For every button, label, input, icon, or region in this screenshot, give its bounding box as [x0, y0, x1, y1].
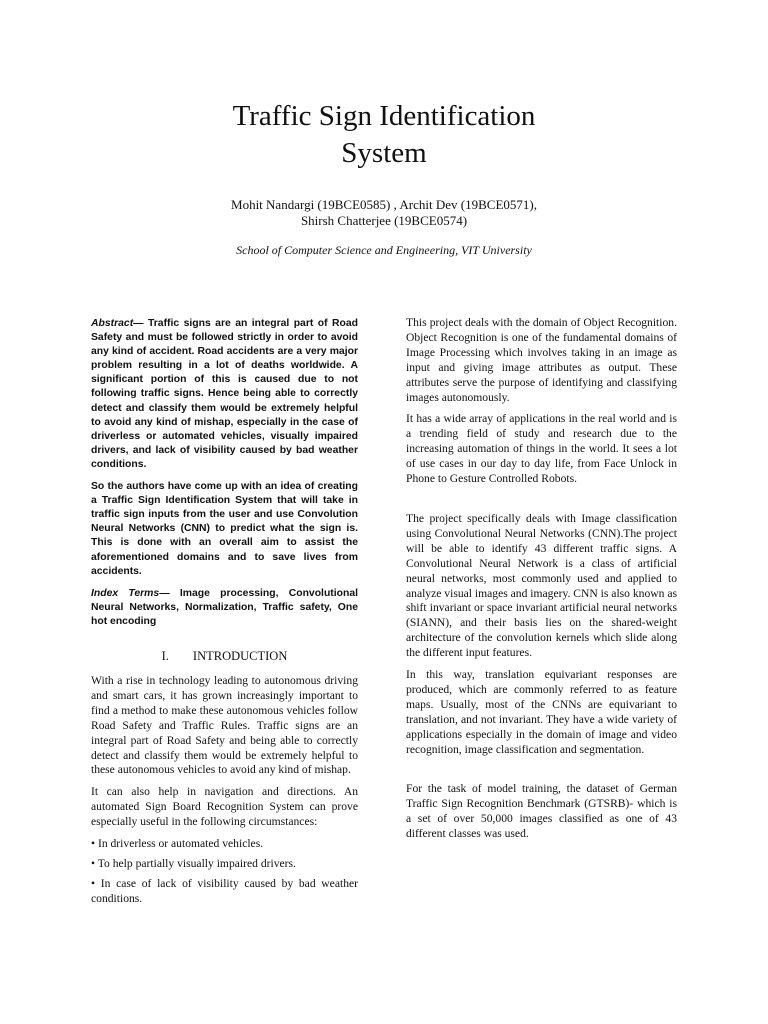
right-column	[406, 316, 677, 849]
section-title: INTRODUCTION	[192, 648, 288, 663]
left-column	[91, 317, 358, 912]
right-paragraph-1: This project deals with the domain of Object Recognition. Object Recognition is one of the fundamental domains of Image Processing which involves taking in an image as input and giving image attributes as output. These attributes serve the purpose of identifying and classifying images autonomously.	[406, 316, 677, 404]
right-paragraph-5: For the task of model training, the dataset of German Traffic Sign Recognition Benchmark (GTSRB)- which is a set of over 50,000 images classified as one of 43 different classes was used.	[406, 782, 677, 841]
abstract-paragraph-2: So the authors have come up with an idea of creating a Traffic Sign Identification System that will take in traffic sign inputs from the user and use Convolution Neural Networks (CNN) to predict what the sign is. This is done with an overall aim to assist the aforementioned domains and to save lives from accidents.	[91, 481, 358, 577]
right-paragraph-4: In this way, translation equivariant responses are produced, which are commonly referred to as feature maps. Usually, most of the CNNs are equivariant to translation, and not invariant. They have a wide variety of applications especially in the domain of image and video recognition, image classification and segmentation.	[406, 668, 677, 756]
affiliation: School of Computer Science and Engineering, VIT University	[236, 243, 532, 257]
abstract-label: Abstract	[91, 318, 134, 329]
author-line: Shirsh Chatterjee (19BCE0574)	[300, 213, 468, 228]
authors	[0, 197, 768, 229]
section-heading	[91, 649, 358, 664]
intro-paragraph-1: With a rise in technology leading to autonomous driving and smart cars, it has grown increasingly important to find a method to make these autonomous vehicles follow Road Safety and Traffic Rules. Traffic signs are an integral part of Road Safety and being able to correctly detect and classify them would be extremely helpful to these autonomous vehicles to avoid any kind of mishap.	[91, 673, 358, 777]
abstract-text: — Traffic signs are an integral part of Road Safety and must be followed strictly in order to avoid any kind of accident. Road accidents are a very major problem resulting in a lot of deaths worldwide. A significant portion of this is caused due to not following traffic signs. Hence being able to correctly detect and classify them would be extremely helpful to avoid any kind of mishap, especially in the case of driverless or automated vehicles, visually impaired drivers, and lack of visibility caused by bad weather conditions.	[91, 318, 358, 470]
spacer	[406, 494, 677, 512]
bullet-item: • In driverless or automated vehicles.	[91, 837, 264, 851]
intro-paragraph-2: It can also help in navigation and directions. An automated Sign Board Recognition System can prove especially useful in the following circumstances:	[91, 785, 358, 829]
index-terms	[91, 587, 358, 629]
spacer	[406, 764, 677, 782]
title-line: System	[341, 137, 427, 169]
abstract	[91, 317, 358, 472]
bullet-item: • In case of lack of visibility caused by bad weather conditions.	[91, 876, 358, 905]
title-line: Traffic Sign Identification	[232, 100, 536, 132]
bullet-item: • To help partially visually impaired drivers.	[91, 856, 296, 870]
right-paragraph-2: It has a wide array of applications in the real world and is a trending field of study and research due to the increasing automation of things in the world. It sees a lot of use cases in our day to day life, from Face Unlock in Phone to Gesture Controlled Robots.	[406, 412, 677, 486]
paper-title	[0, 98, 768, 172]
author-line: Mohit Nandargi (19BCE0585) , Archit Dev (19BCE0571),	[231, 197, 537, 212]
index-terms-label: Index Terms	[91, 587, 160, 599]
right-paragraph-3: The project specifically deals with Image classification using Convolutional Neural Networks (CNN).The project will be able to identify 43 different traffic signs. A Convolutional Neural Network is a class of artificial neural networks, most commonly used and applied to analyze visual images and imagery. CNN is also known as shift invariant or space invariant artificial neural networks (SIANN), and their basis lies on the shared-weight architecture of the convolution kernels which slide along the different input features.	[406, 511, 677, 660]
index-terms-text: — Image processing, Convolutional Neural Networks, Normalization, Traffic safety, One hot encoding	[91, 587, 358, 627]
section-number: I.	[161, 648, 169, 663]
